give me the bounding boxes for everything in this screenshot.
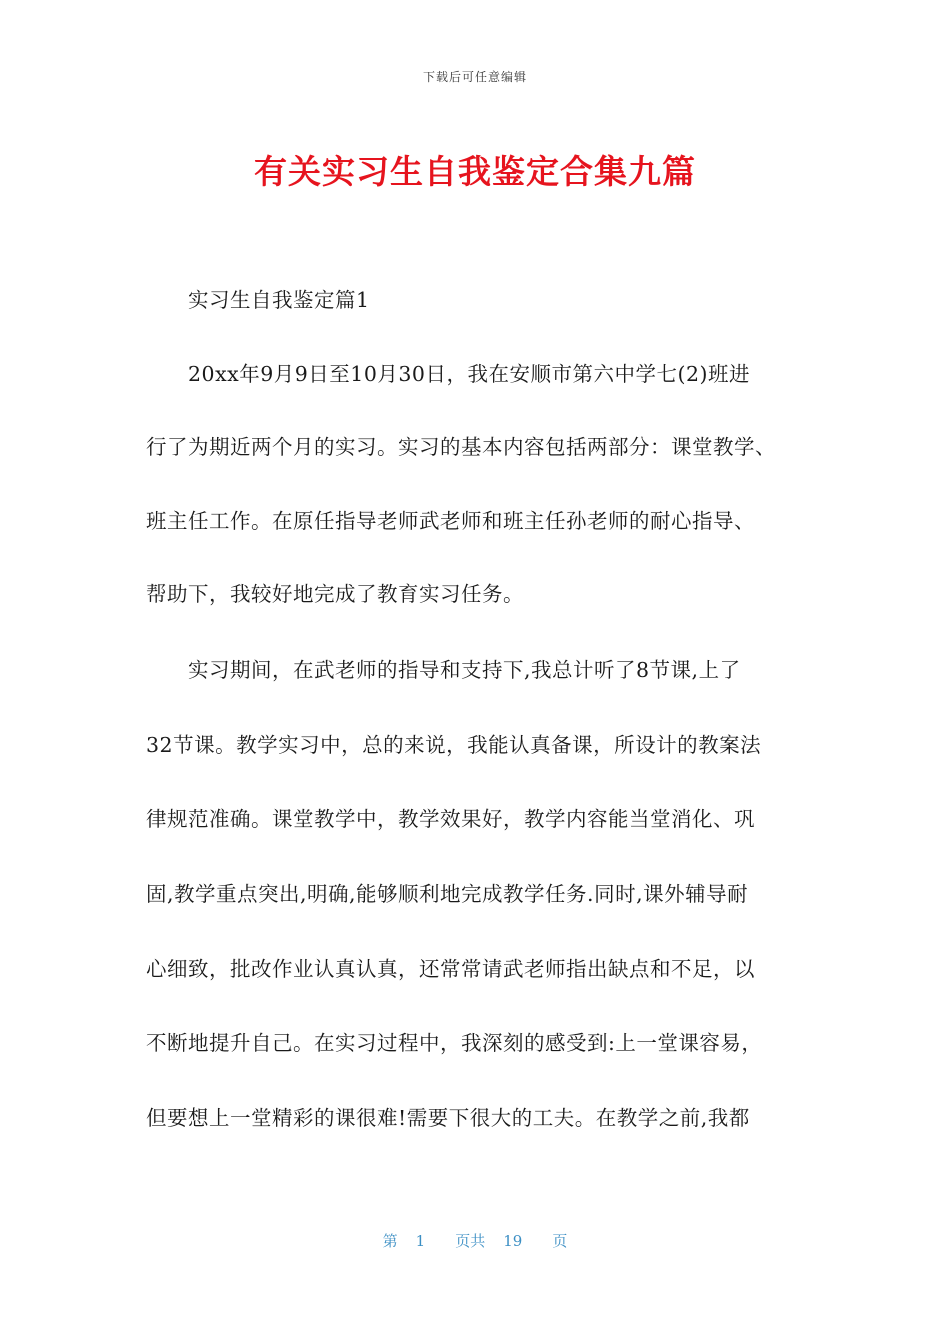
paragraph-line: 帮助下，我较好地完成了教育实习任务。: [146, 582, 524, 606]
paragraph-line: 实习期间，在武老师的指导和支持下,我总计听了8节课,上了: [188, 658, 741, 682]
footer-total-pages: 19: [503, 1232, 523, 1250]
footer-current-page: 1: [415, 1232, 426, 1250]
footer-prefix: 第: [382, 1232, 398, 1250]
paragraph-line: 32节课。教学实习中，总的来说，我能认真备课，所设计的教案法: [146, 733, 762, 757]
paragraph-line: 20xx年9月9日至10月30日，我在安顺市第六中学七(2)班进: [188, 362, 751, 386]
page-footer: [0, 1230, 950, 1251]
section-heading: 实习生自我鉴定篇1: [188, 288, 370, 312]
paragraph-line: 行了为期近两个月的实习。实习的基本内容包括两部分：课堂教学、: [146, 435, 776, 459]
footer-middle: 页共: [455, 1232, 486, 1250]
paragraph-line: 固,教学重点突出,明确,能够顺利地完成教学任务.同时,课外辅导耐: [146, 882, 749, 906]
paragraph-line: 不断地提升自己。在实习过程中，我深刻的感受到:上一堂课容易，: [146, 1031, 763, 1055]
footer-suffix: 页: [552, 1232, 568, 1250]
document-title: 有关实习生自我鉴定合集九篇: [254, 152, 696, 191]
paragraph-line: 心细致，批改作业认真认真，还常常请武老师指出缺点和不足，以: [146, 957, 755, 981]
paragraph-line: 班主任工作。在原任指导老师武老师和班主任孙老师的耐心指导、: [146, 509, 755, 533]
header-note: 下载后可任意编辑: [422, 70, 527, 84]
paragraph-line: 律规范准确。课堂教学中，教学效果好，教学内容能当堂消化、巩: [146, 807, 755, 831]
paragraph-line: 但要想上一堂精彩的课很难!需要下很大的工夫。在教学之前,我都: [146, 1106, 750, 1130]
